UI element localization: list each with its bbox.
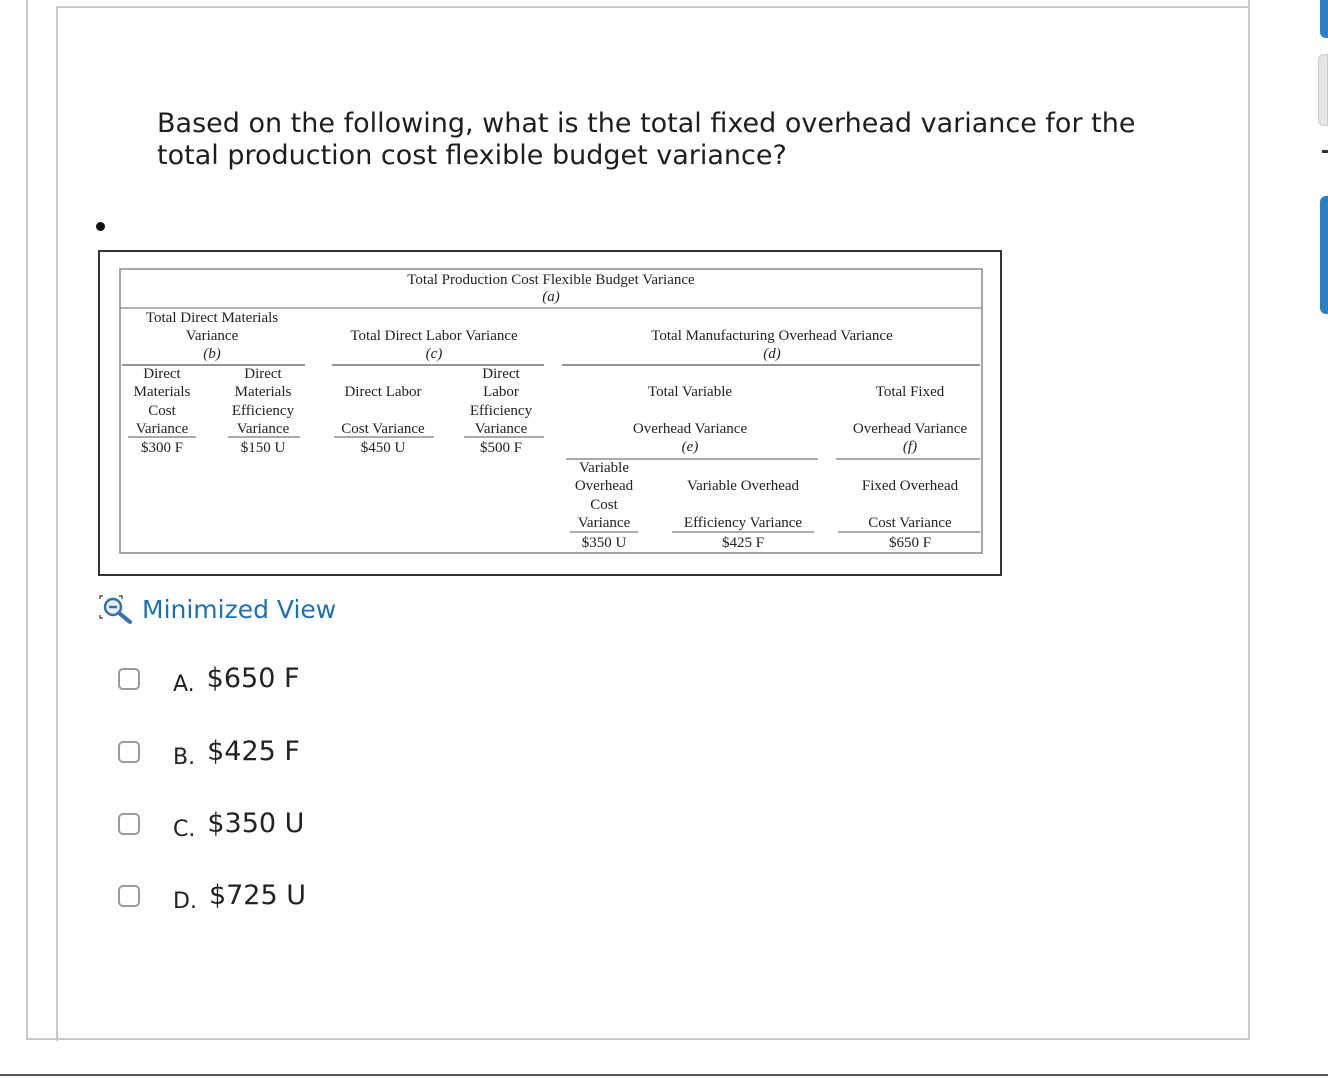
choice-a-text: $650 F xyxy=(206,663,300,694)
dm-eff-l4: Variance xyxy=(236,421,290,437)
dl-eff-l3: Efficiency xyxy=(469,403,533,419)
dm-eff-value: $150 U xyxy=(240,440,286,456)
dm-cost-value: $300 F xyxy=(140,440,184,456)
dm-header-line1: Total Direct Materials xyxy=(145,310,279,326)
choice-a-letter: A. xyxy=(173,672,195,697)
vo-cost-l4: Variance xyxy=(577,515,631,531)
side-tab-blue-top[interactable] xyxy=(1320,0,1328,38)
choice-c-letter: C. xyxy=(173,817,196,842)
vo-cost-l1: Variable xyxy=(579,460,629,476)
tv-l1: Total Variable xyxy=(647,384,733,400)
dl-eff-l4: Variance xyxy=(474,421,528,437)
vo-eff-l1: Variable Overhead xyxy=(686,478,800,494)
dl-cost-l2: Cost Variance xyxy=(341,421,425,437)
dm-header-line2: Variance xyxy=(185,328,239,344)
question-text: Based on the following, what is the total fixed overhead variance for the total production cost flexible budget variance? xyxy=(157,108,1136,171)
dl-header-line1: Total Direct Labor Variance xyxy=(350,328,518,344)
tf-l1: Total Fixed xyxy=(875,384,945,400)
choice-a-checkbox[interactable] xyxy=(118,668,140,690)
side-tab-grey[interactable] xyxy=(1318,54,1328,126)
dm-cost-l1: Direct xyxy=(143,366,181,382)
dm-eff-l3: Efficiency xyxy=(231,403,295,419)
vo-eff-l2: Efficiency Variance xyxy=(683,515,803,531)
dl-cost-value: $450 U xyxy=(360,440,406,456)
side-tab-blue-bottom[interactable] xyxy=(1320,196,1328,314)
fo-cost-l2: Cost Variance xyxy=(868,515,952,531)
choice-d-text: $725 U xyxy=(208,880,306,911)
tv-tag: (e) xyxy=(681,439,699,455)
vo-cost-value: $350 U xyxy=(581,535,627,551)
choice-b-text: $425 F xyxy=(207,736,300,767)
dm-cost-l2: Materials xyxy=(133,384,191,400)
mo-header-tag: (d) xyxy=(763,346,781,362)
mo-header-line1: Total Manufacturing Overhead Variance xyxy=(651,328,893,344)
choice-c-checkbox[interactable] xyxy=(118,813,140,835)
tf-tag: (f) xyxy=(902,439,918,455)
minimized-view-label[interactable]: Minimized View xyxy=(142,594,337,624)
fo-cost-l1: Fixed Overhead xyxy=(861,478,959,494)
dl-eff-l1: Direct xyxy=(482,366,520,382)
choice-c-text: $350 U xyxy=(207,808,305,839)
variance-figure xyxy=(98,250,1002,576)
choice-d-letter: D. xyxy=(173,889,197,914)
choice-d-checkbox[interactable] xyxy=(118,885,140,907)
fo-cost-value: $650 F xyxy=(888,535,932,551)
list-bullet xyxy=(96,222,105,231)
tv-l2: Overhead Variance xyxy=(632,421,748,437)
vo-cost-l2: Overhead xyxy=(574,478,634,494)
dl-eff-value: $500 F xyxy=(479,440,523,456)
dm-eff-l1: Direct xyxy=(244,366,282,382)
dm-cost-l4: Variance xyxy=(135,421,189,437)
dm-cost-l3: Cost xyxy=(148,403,176,419)
answer-choice-b[interactable] xyxy=(118,733,300,770)
choice-b-letter: B. xyxy=(173,745,196,770)
dm-eff-l2: Materials xyxy=(234,384,292,400)
diagram-title-tag: (a) xyxy=(542,289,560,305)
dm-header-tag: (b) xyxy=(203,346,221,362)
tf-l2: Overhead Variance xyxy=(852,421,968,437)
answer-choice-a[interactable] xyxy=(118,660,299,697)
vo-eff-value: $425 F xyxy=(721,535,765,551)
answer-choice-c[interactable] xyxy=(118,805,304,842)
vo-cost-l3: Cost xyxy=(590,497,618,513)
dl-eff-l2: Labor xyxy=(483,384,519,400)
bottom-divider xyxy=(0,1074,1328,1076)
dl-header-tag: (c) xyxy=(425,346,443,362)
minimized-view-link[interactable] xyxy=(98,594,336,624)
side-tab-marker xyxy=(1322,150,1328,153)
answer-choice-d[interactable] xyxy=(118,877,306,914)
zoom-out-magnifier-icon xyxy=(98,594,134,624)
dl-cost-l1: Direct Labor xyxy=(344,384,422,400)
choice-b-checkbox[interactable] xyxy=(118,741,140,763)
diagram-title: Total Production Cost Flexible Budget Variance xyxy=(407,272,695,288)
variance-diagram xyxy=(100,252,1000,574)
